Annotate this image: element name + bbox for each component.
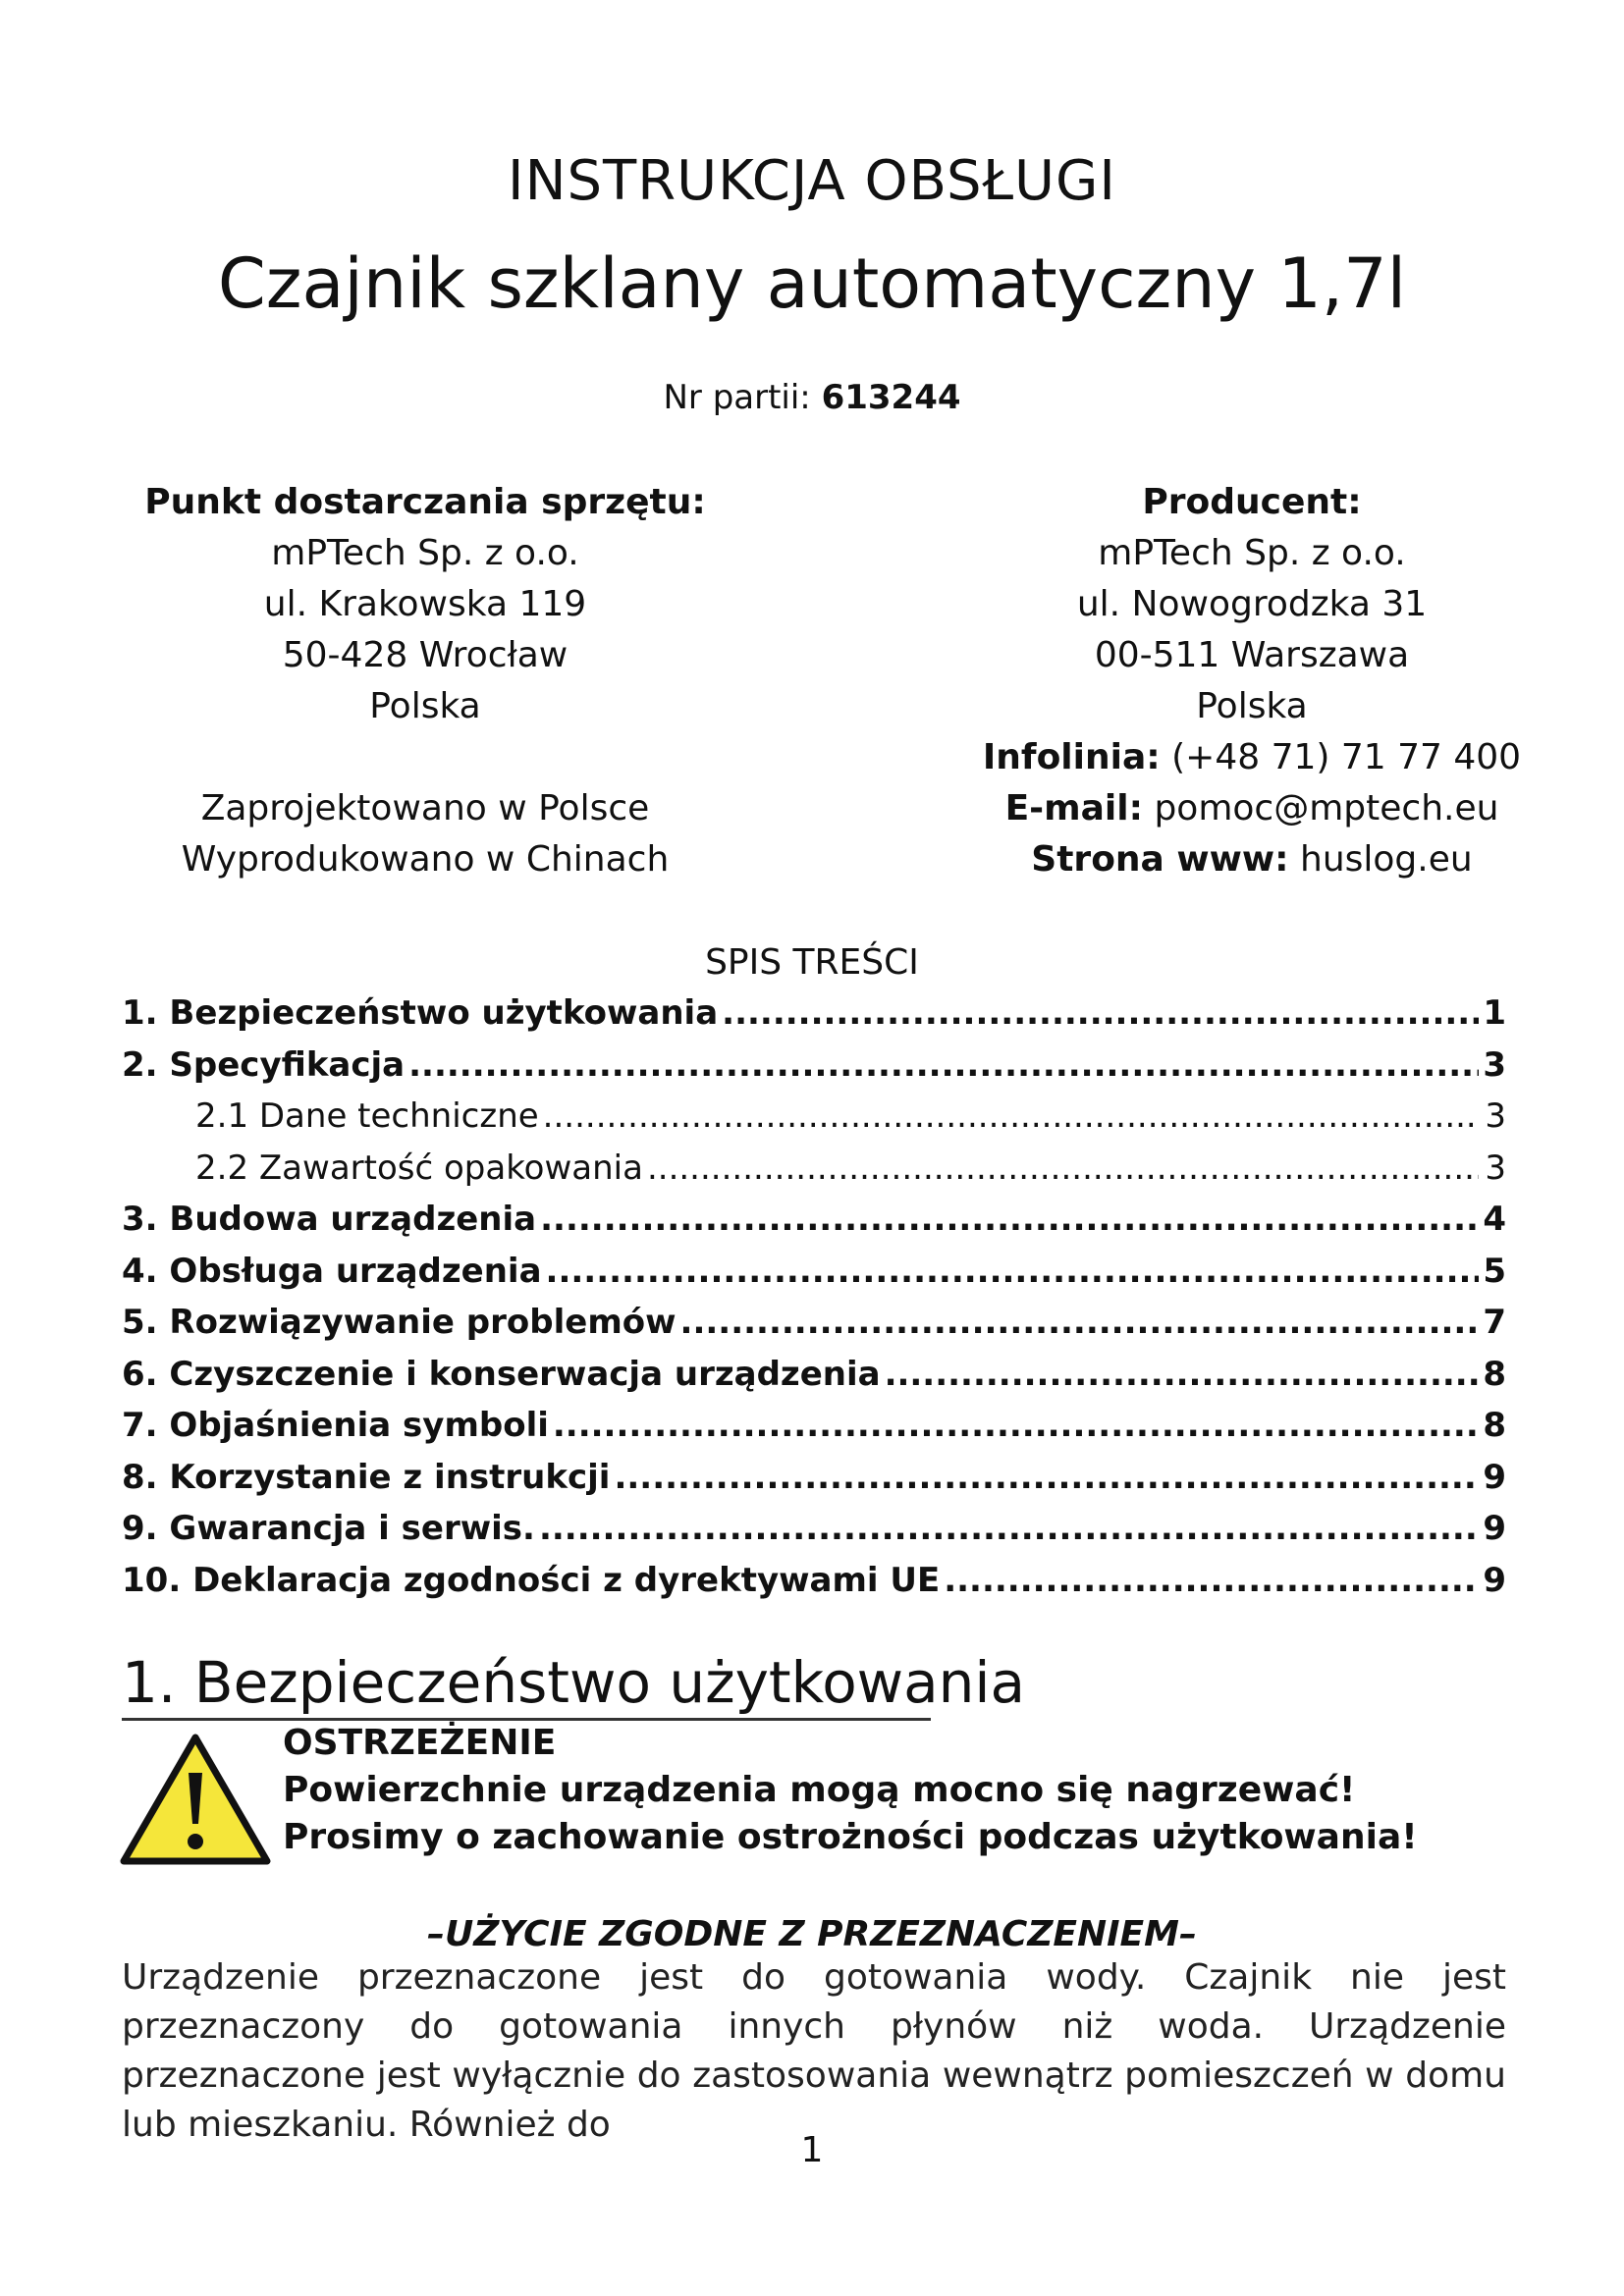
intended-use-paragraph: Urządzenie przeznaczone jest do gotowania wody. Czajnik nie jest przeznaczony do gotowania innych płynów niż woda. Urządzenie przeznaczone jest wyłącznie do zastosowania wewnątrz pomieszczeń w domu lub mieszkaniu. Również do <box>122 1957 1506 2145</box>
toc-item[interactable] <box>122 988 1506 1040</box>
toc-item[interactable] <box>122 1349 1506 1401</box>
toc-item[interactable] <box>122 1040 1506 1092</box>
toc-leader <box>553 1400 1479 1452</box>
intended-use-heading: –UŻYCIE ZGODNE Z PRZEZNACZENIEM– <box>427 1914 1197 1954</box>
toc-item-page: 9 <box>1483 1457 1506 1497</box>
producer-country: Polska <box>1196 686 1308 726</box>
warning-line: Powierzchnie urządzenia mogą mocno się nagrzewać! <box>283 1770 1356 1810</box>
toc-leader <box>543 1091 1479 1143</box>
section-1-title: 1. Bezpieczeństwo użytkowania <box>122 1649 931 1721</box>
toc-item-label: 2.1 Dane techniczne <box>195 1096 539 1136</box>
producer-block <box>938 477 1566 885</box>
toc-item-label: 10. Deklaracja zgodności z dyrektywami UE <box>122 1560 941 1600</box>
toc-item-page: 9 <box>1483 1560 1506 1600</box>
infoline <box>938 732 1566 783</box>
table-of-contents <box>122 988 1506 1606</box>
toc-item[interactable] <box>122 1194 1506 1246</box>
toc-item-label: 3. Budowa urządzenia <box>122 1200 537 1239</box>
toc-item-label: 9. Gwarancja i serwis. <box>122 1509 535 1548</box>
toc-item-page: 5 <box>1483 1251 1506 1291</box>
page-number: 1 <box>800 2130 824 2170</box>
toc-item-label: 7. Objaśnienia symboli <box>122 1406 549 1445</box>
toc-item-page: 1 <box>1483 993 1506 1033</box>
toc-item-page: 9 <box>1483 1509 1506 1548</box>
batch-label: Nr partii: <box>663 378 811 417</box>
website-label: Strona www: <box>1031 839 1289 880</box>
toc-leader <box>647 1143 1479 1195</box>
delivery-street: ul. Krakowska 119 <box>263 584 587 624</box>
producer-city: 00-511 Warszawa <box>1094 635 1410 675</box>
toc-leader <box>539 1503 1479 1555</box>
delivery-country: Polska <box>369 686 481 726</box>
toc-item-label: 8. Korzystanie z instrukcji <box>122 1457 611 1497</box>
toc-leader <box>885 1349 1479 1401</box>
toc-item-label: 2.2 Zawartość opakowania <box>195 1148 643 1188</box>
toc-item-label: 1. Bezpieczeństwo użytkowania <box>122 993 719 1033</box>
document-title: INSTRUKCJA OBSŁUGI <box>508 149 1116 213</box>
batch-value: 613244 <box>821 378 961 417</box>
toc-item[interactable] <box>122 1297 1506 1349</box>
producer-heading: Producent: <box>1142 482 1362 522</box>
producer-company: mPTech Sp. z o.o. <box>1098 533 1406 573</box>
email-label: E-mail: <box>1004 788 1143 828</box>
website <box>938 834 1566 885</box>
toc-leader <box>680 1297 1479 1349</box>
spacer <box>137 732 713 783</box>
delivery-company: mPTech Sp. z o.o. <box>271 533 579 573</box>
toc-item-page: 3 <box>1483 1044 1506 1085</box>
warning-line: Prosimy o zachowanie ostrożności podczas użytkowania! <box>283 1817 1418 1857</box>
email-value[interactable]: pomoc@mptech.eu <box>1154 788 1499 828</box>
warning-text <box>283 1720 1418 1861</box>
toc-subitem[interactable] <box>122 1091 1506 1143</box>
website-value[interactable]: huslog.eu <box>1300 839 1473 880</box>
toc-leader <box>944 1555 1479 1607</box>
toc-item[interactable] <box>122 1400 1506 1452</box>
designed-in: Zaprojektowano w Polsce <box>200 788 650 828</box>
delivery-city: 50-428 Wrocław <box>282 635 568 675</box>
warning-triangle-icon <box>120 1734 271 1865</box>
toc-item-page: 4 <box>1483 1200 1506 1239</box>
infoline-label: Infolinia: <box>982 737 1161 777</box>
delivery-point-block <box>137 477 713 885</box>
toc-item-page: 7 <box>1483 1303 1506 1342</box>
toc-subitem[interactable] <box>122 1143 1506 1195</box>
toc-item-label: 6. Czyszczenie i konserwacja urządzenia <box>122 1354 881 1394</box>
toc-leader <box>546 1246 1479 1298</box>
delivery-point-heading: Punkt dostarczania sprzętu: <box>144 482 706 522</box>
toc-item[interactable] <box>122 1503 1506 1555</box>
email <box>938 783 1566 834</box>
toc-leader <box>722 988 1479 1040</box>
toc-item[interactable] <box>122 1452 1506 1504</box>
toc-item-label: 4. Obsługa urządzenia <box>122 1251 542 1291</box>
warning-title: OSTRZEŻENIE <box>283 1723 557 1763</box>
producer-street: ul. Nowogrodzka 31 <box>1076 584 1428 624</box>
product-name: Czajnik szklany automatyczny 1,7l <box>217 243 1407 324</box>
toc-item-label: 2. Specyfikacja <box>122 1044 406 1085</box>
toc-item-page: 3 <box>1485 1096 1506 1136</box>
batch-number <box>0 378 1624 417</box>
toc-item-label: 5. Rozwiązywanie problemów <box>122 1303 677 1342</box>
toc-item-page: 8 <box>1483 1406 1506 1445</box>
infoline-value: (+48 71) 71 77 400 <box>1171 737 1522 777</box>
made-in: Wyprodukowano w Chinach <box>181 839 670 880</box>
toc-leader <box>614 1452 1479 1504</box>
toc-leader <box>408 1040 1479 1092</box>
toc-item-page: 3 <box>1485 1148 1506 1188</box>
toc-leader <box>540 1194 1479 1246</box>
toc-heading: SPIS TREŚCI <box>705 942 919 983</box>
toc-item[interactable] <box>122 1555 1506 1607</box>
toc-item[interactable] <box>122 1246 1506 1298</box>
toc-item-page: 8 <box>1483 1354 1506 1394</box>
